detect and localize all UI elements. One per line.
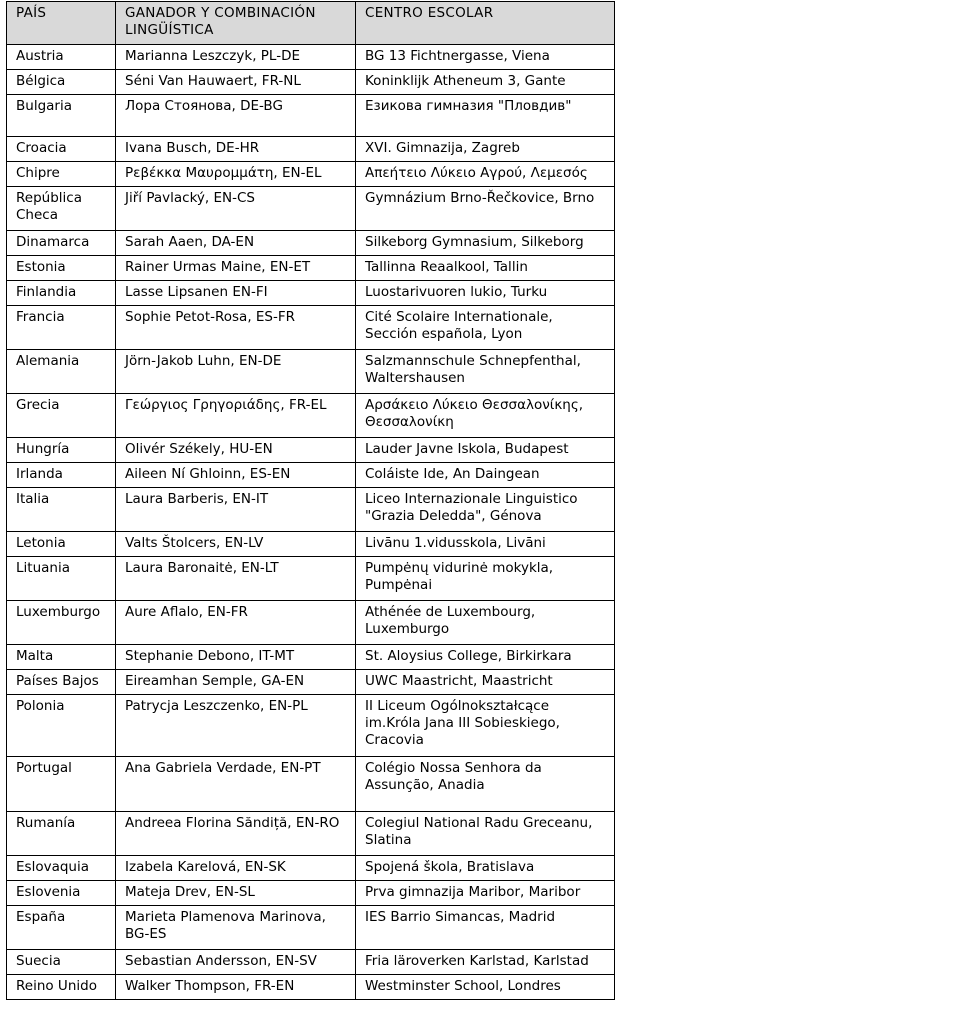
school-cell: Езикова гимназия "Пловдив"	[356, 95, 615, 137]
table-row	[7, 906, 615, 950]
table-row	[7, 281, 615, 306]
country-cell: Irlanda	[7, 463, 116, 488]
school-cell: Lauder Javne Iskola, Budapest	[356, 438, 615, 463]
winner-cell: Laura Barberis, EN-IT	[116, 488, 356, 532]
winners-table	[6, 1, 615, 1000]
winner-cell: Patrycja Leszczenko, EN-PL	[116, 695, 356, 757]
table-row	[7, 601, 615, 645]
country-cell: Hungría	[7, 438, 116, 463]
country-cell: Polonia	[7, 695, 116, 757]
winner-cell: Aileen Ní Ghloinn, ES-EN	[116, 463, 356, 488]
school-cell: Prva gimnazija Maribor, Maribor	[356, 881, 615, 906]
country-cell: Estonia	[7, 256, 116, 281]
school-cell: Fria läroverken Karlstad, Karlstad	[356, 950, 615, 975]
winner-cell: Sebastian Andersson, EN-SV	[116, 950, 356, 975]
winner-cell: Marieta Plamenova Marinova, BG-ES	[116, 906, 356, 950]
country-cell: Letonia	[7, 532, 116, 557]
winner-cell: Andreea Florina Săndiță, EN-RO	[116, 812, 356, 856]
country-cell: Francia	[7, 306, 116, 350]
school-cell: Cité Scolaire Internationale, Sección española, Lyon	[356, 306, 615, 350]
table-row	[7, 532, 615, 557]
school-cell: IES Barrio Simancas, Madrid	[356, 906, 615, 950]
winner-cell: Lasse Lipsanen EN-FI	[116, 281, 356, 306]
table-row	[7, 187, 615, 231]
school-cell: Koninklijk Atheneum 3, Gante	[356, 70, 615, 95]
country-cell: Luxemburgo	[7, 601, 116, 645]
table-row	[7, 695, 615, 757]
school-cell: Luostarivuoren lukio, Turku	[356, 281, 615, 306]
country-cell: Grecia	[7, 394, 116, 438]
country-cell: Finlandia	[7, 281, 116, 306]
winner-cell: Laura Baronaitė, EN-LT	[116, 557, 356, 601]
country-cell: Croacia	[7, 137, 116, 162]
winner-cell: Rainer Urmas Maine, EN-ET	[116, 256, 356, 281]
table-row	[7, 812, 615, 856]
winner-cell: Aure Aflalo, EN-FR	[116, 601, 356, 645]
table-row	[7, 645, 615, 670]
school-cell: Gymnázium Brno-Řečkovice, Brno	[356, 187, 615, 231]
winner-cell: Ivana Busch, DE-HR	[116, 137, 356, 162]
winner-cell: Ana Gabriela Verdade, EN-PT	[116, 757, 356, 812]
school-cell: Silkeborg Gymnasium, Silkeborg	[356, 231, 615, 256]
winner-cell: Sarah Aaen, DA-EN	[116, 231, 356, 256]
table-row	[7, 488, 615, 532]
table-row	[7, 463, 615, 488]
winner-cell: Jörn-Jakob Luhn, EN-DE	[116, 350, 356, 394]
winner-cell: Marianna Leszczyk, PL-DE	[116, 45, 356, 70]
school-cell: Coláiste Ide, An Daingean	[356, 463, 615, 488]
country-cell: Alemania	[7, 350, 116, 394]
school-cell: Colegiul National Radu Greceanu, Slatina	[356, 812, 615, 856]
winner-cell: Γεώργιος Γρηγοριάδης, FR-EL	[116, 394, 356, 438]
country-cell: Suecia	[7, 950, 116, 975]
table-row	[7, 45, 615, 70]
table-row	[7, 438, 615, 463]
country-cell: España	[7, 906, 116, 950]
winner-cell: Ρεβέκκα Μαυρομμάτη, EN-EL	[116, 162, 356, 187]
table-row	[7, 256, 615, 281]
table-row	[7, 950, 615, 975]
country-cell: República Checa	[7, 187, 116, 231]
header-winner: GANADOR Y COMBINACIÓN LINGÜÍSTICA	[116, 2, 356, 45]
winner-cell: Séni Van Hauwaert, FR-NL	[116, 70, 356, 95]
school-cell: Απεήτειο Λύκειο Αγρού, Λεμεσός	[356, 162, 615, 187]
country-cell: Portugal	[7, 757, 116, 812]
table-row	[7, 881, 615, 906]
country-cell: Eslovenia	[7, 881, 116, 906]
school-cell: Athénée de Luxembourg, Luxemburgo	[356, 601, 615, 645]
header-country: PAÍS	[7, 2, 116, 45]
school-cell: II Liceum Ogólnokształcące im.Króla Jana III Sobieskiego, Cracovia	[356, 695, 615, 757]
table-row	[7, 350, 615, 394]
header-row	[7, 2, 615, 45]
header-school: CENTRO ESCOLAR	[356, 2, 615, 45]
country-cell: Bélgica	[7, 70, 116, 95]
winner-cell: Sophie Petot-Rosa, ES-FR	[116, 306, 356, 350]
table-row	[7, 975, 615, 1000]
winner-cell: Olivér Székely, HU-EN	[116, 438, 356, 463]
table-row	[7, 757, 615, 812]
country-cell: Reino Unido	[7, 975, 116, 1000]
table-row	[7, 95, 615, 137]
winner-cell: Stephanie Debono, IT-MT	[116, 645, 356, 670]
country-cell: Eslovaquia	[7, 856, 116, 881]
school-cell: Salzmannschule Schnepfenthal, Waltershausen	[356, 350, 615, 394]
table-row	[7, 162, 615, 187]
country-cell: Italia	[7, 488, 116, 532]
school-cell: Pumpėnų vidurinė mokykla, Pumpėnai	[356, 557, 615, 601]
country-cell: Chipre	[7, 162, 116, 187]
country-cell: Bulgaria	[7, 95, 116, 137]
winner-cell: Лора Стоянова, DE-BG	[116, 95, 356, 137]
table-row	[7, 70, 615, 95]
winner-cell: Valts Štolcers, EN-LV	[116, 532, 356, 557]
school-cell: Westminster School, Londres	[356, 975, 615, 1000]
country-cell: Malta	[7, 645, 116, 670]
table-body	[7, 45, 615, 1000]
country-cell: Lituania	[7, 557, 116, 601]
school-cell: Spojená škola, Bratislava	[356, 856, 615, 881]
winner-cell: Mateja Drev, EN-SL	[116, 881, 356, 906]
table-row	[7, 557, 615, 601]
table-row	[7, 306, 615, 350]
country-cell: Dinamarca	[7, 231, 116, 256]
table-header	[7, 2, 615, 45]
school-cell: Αρσάκειο Λύκειο Θεσσαλονίκης, Θεσσαλονίκη	[356, 394, 615, 438]
table-row	[7, 670, 615, 695]
table-row	[7, 856, 615, 881]
winner-cell: Izabela Karelová, EN-SK	[116, 856, 356, 881]
school-cell: XVI. Gimnazija, Zagreb	[356, 137, 615, 162]
school-cell: Liceo Internazionale Linguistico "Grazia Deledda", Génova	[356, 488, 615, 532]
school-cell: Tallinna Reaalkool, Tallin	[356, 256, 615, 281]
school-cell: Colégio Nossa Senhora da Assunção, Anadia	[356, 757, 615, 812]
table-row	[7, 137, 615, 162]
winner-cell: Eireamhan Semple, GA-EN	[116, 670, 356, 695]
school-cell: Livānu 1.vidusskola, Livāni	[356, 532, 615, 557]
winner-cell: Walker Thompson, FR-EN	[116, 975, 356, 1000]
table-row	[7, 231, 615, 256]
table-row	[7, 394, 615, 438]
winner-cell: Jiří Pavlacký, EN-CS	[116, 187, 356, 231]
school-cell: UWC Maastricht, Maastricht	[356, 670, 615, 695]
country-cell: Países Bajos	[7, 670, 116, 695]
country-cell: Rumanía	[7, 812, 116, 856]
school-cell: BG 13 Fichtnergasse, Viena	[356, 45, 615, 70]
school-cell: St. Aloysius College, Birkirkara	[356, 645, 615, 670]
country-cell: Austria	[7, 45, 116, 70]
